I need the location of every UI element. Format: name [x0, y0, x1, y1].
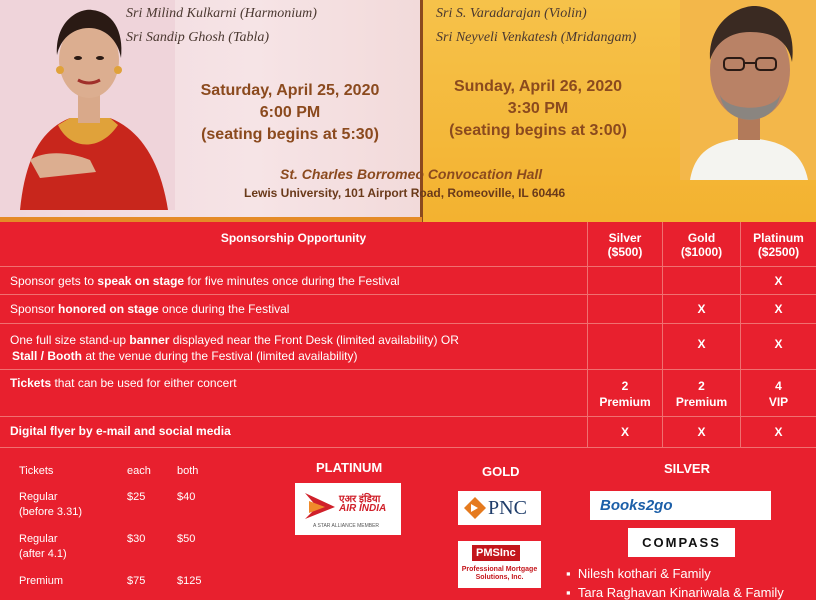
- ticket-both-price: $40: [177, 491, 196, 503]
- family-sponsor: [566, 566, 711, 581]
- ticket-type-note: (before 3.31): [19, 506, 82, 518]
- row-text: at the venue during the Festival (limited availability): [82, 349, 358, 363]
- air-india-tagline: A STAR ALLIANCE MEMBER: [313, 523, 380, 529]
- platinum-count: 4: [775, 379, 782, 393]
- left-concert-date: Saturday, April 25, 2020: [200, 82, 380, 99]
- row-gold-cell: [663, 370, 741, 416]
- silver-mark: [588, 267, 662, 294]
- table-row: [0, 267, 816, 295]
- table-row: [0, 295, 816, 324]
- silver-mark: [588, 295, 662, 323]
- header-silver-label: Silver: [608, 231, 642, 245]
- row-text-bold: Stall / Booth: [12, 349, 82, 363]
- row-text: Sponsor gets to: [10, 274, 98, 288]
- header-gold-label: Gold: [687, 231, 716, 245]
- row-text-bold: banner: [129, 333, 170, 347]
- gold-count: 2: [698, 379, 705, 393]
- left-concert-seating: (seating begins at 5:30): [201, 126, 379, 143]
- row-text: displayed near the Front Desk (limited availability) OR: [169, 333, 459, 347]
- left-concert-datetime: [190, 80, 390, 146]
- air-india-name: AIR INDIA: [339, 503, 387, 514]
- row-platinum-cell: [741, 295, 816, 323]
- ticket-both-price: $125: [177, 575, 202, 587]
- row-text: once during the Festival: [158, 302, 290, 316]
- row-description: [0, 370, 588, 416]
- accompanist-mridangam: Sri Neyveli Venkatesh (Mridangam): [436, 30, 637, 45]
- venue-address: Lewis University, 101 Airport Road, Romeoville, IL 60446: [244, 186, 566, 200]
- platinum-mark: X: [774, 302, 783, 316]
- accompanist-tabla: Sri Sandip Ghosh (Tabla): [126, 30, 270, 45]
- row-platinum-cell: [741, 370, 816, 416]
- gold-mark: X: [697, 302, 706, 316]
- row-description: [0, 267, 588, 294]
- platinum-mark: X: [774, 337, 783, 351]
- books2go-logo: [590, 491, 771, 520]
- pms-title: PMSInc: [472, 545, 520, 561]
- singer-photo-right: [680, 0, 816, 180]
- table-row: [0, 370, 816, 417]
- table-row: [0, 324, 816, 370]
- header-platinum-label: Platinum: [753, 231, 804, 245]
- row-description: [0, 417, 588, 447]
- header-platinum-price: ($2500): [757, 245, 800, 259]
- table-header-row: [0, 222, 816, 267]
- ticket-type-note: (after 4.1): [19, 548, 67, 560]
- right-concert-seating: (seating begins at 3:00): [449, 122, 627, 139]
- row-platinum-cell: [741, 417, 816, 447]
- row-silver-cell: [588, 417, 663, 447]
- bullet-icon: ▪: [566, 585, 571, 600]
- left-concert-time: 6:00 PM: [259, 104, 321, 121]
- row-silver-cell: [588, 267, 663, 294]
- row-text-bold: honored on stage: [58, 302, 159, 316]
- compass-text: COMPASS: [642, 535, 721, 550]
- platinum-sponsor-heading: PLATINUM: [316, 460, 383, 475]
- row-text-bold: Tickets: [10, 376, 52, 390]
- pnc-triangle-icon: [460, 491, 490, 525]
- pms-logo: [458, 541, 541, 588]
- books2go-text: Books2go: [600, 497, 673, 514]
- family-sponsor-name: Tara Raghavan Kinariwala & Family: [577, 585, 784, 600]
- row-platinum-cell: [741, 267, 816, 294]
- right-concert-datetime: [438, 76, 638, 142]
- row-description: [0, 324, 588, 369]
- concert-banner: [0, 0, 816, 222]
- row-text: for five minutes once during the Festival: [184, 274, 400, 288]
- header-silver-price: ($500): [607, 245, 643, 259]
- silver-mark: X: [620, 425, 629, 439]
- header-gold-price: ($1000): [680, 245, 723, 259]
- family-sponsor: [566, 585, 784, 600]
- ticket-each-price: $30: [127, 533, 146, 545]
- silver-sponsor-heading: SILVER: [664, 461, 710, 476]
- ticket-type-label: Premium: [19, 575, 64, 587]
- venue-name: St. Charles Borromeo Convocation Hall: [280, 166, 543, 182]
- right-concert-time: 3:30 PM: [507, 100, 569, 117]
- row-text: One full size stand-up: [10, 333, 130, 347]
- air-india-hindi: एअर इंडिया: [339, 494, 381, 505]
- silver-count: 2: [621, 379, 629, 393]
- gold-mark: X: [697, 425, 706, 439]
- accompanist-harmonium: Sri Milind Kulkarni (Harmonium): [126, 6, 317, 21]
- row-description: [0, 295, 588, 323]
- row-text: that can be used for either concert: [51, 376, 237, 390]
- row-gold-cell: [663, 417, 741, 447]
- platinum-mark: X: [774, 273, 783, 288]
- family-sponsor-name: Nilesh kothari & Family: [577, 566, 711, 581]
- row-platinum-cell: [741, 324, 816, 369]
- gold-mark: X: [697, 337, 706, 351]
- ticket-type-label: Regular: [19, 491, 58, 503]
- air-india-logo: [295, 483, 401, 535]
- platinum-ticket-type: VIP: [768, 395, 789, 409]
- table-row: [0, 417, 816, 448]
- gold-mark: [663, 267, 740, 294]
- accompanist-violin: Sri S. Varadarajan (Violin): [436, 6, 587, 21]
- row-silver-cell: [588, 370, 663, 416]
- header-platinum: [741, 222, 816, 266]
- row-text-bold: speak on stage: [97, 274, 185, 288]
- ticket-type: [19, 532, 67, 562]
- ticket-each-price: $25: [127, 491, 146, 503]
- compass-logo: [628, 528, 735, 557]
- gold-ticket-type: Premium: [675, 395, 728, 409]
- row-text: Sponsor: [10, 302, 59, 316]
- row-gold-cell: [663, 267, 741, 294]
- platinum-mark: X: [774, 425, 783, 439]
- ticket-both-price: $50: [177, 533, 196, 545]
- ticket-type: [19, 490, 82, 520]
- each-header: each: [127, 465, 151, 477]
- ticket-prices: [0, 450, 300, 600]
- both-header: both: [177, 465, 199, 477]
- silver-ticket-type: Premium: [599, 395, 651, 409]
- pms-subtitle: Professional Mortgage Solutions, Inc.: [461, 566, 538, 581]
- bullet-icon: ▪: [566, 566, 571, 581]
- header-sponsorship: Sponsorship Opportunity: [0, 222, 588, 266]
- ticket-each-price: $75: [127, 575, 146, 587]
- row-gold-cell: [663, 324, 741, 369]
- right-concert-date: Sunday, April 26, 2020: [453, 78, 623, 95]
- pnc-logo: [458, 491, 541, 525]
- tickets-header: Tickets: [19, 465, 54, 477]
- row-gold-cell: [663, 295, 741, 323]
- row-silver-cell: [588, 324, 663, 369]
- silver-mark: [588, 324, 662, 369]
- ticket-type-label: Regular: [19, 533, 58, 545]
- header-gold: [663, 222, 741, 266]
- row-silver-cell: [588, 295, 663, 323]
- row-text-bold: Digital flyer by e-mail and social media: [10, 424, 231, 438]
- header-silver: [588, 222, 663, 266]
- pnc-text: PNC: [488, 497, 527, 519]
- gold-sponsor-heading: GOLD: [482, 464, 520, 479]
